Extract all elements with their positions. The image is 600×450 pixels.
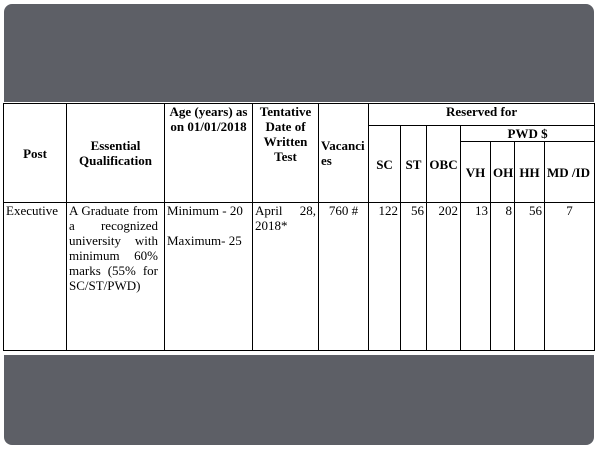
cell-age bbox=[165, 203, 253, 351]
cell-oh: 8 bbox=[491, 203, 515, 351]
header-st: ST bbox=[401, 126, 427, 203]
header-md-id: MD /ID bbox=[545, 142, 595, 203]
header-age: Age (years) as on 01/01/2018 bbox=[165, 104, 253, 203]
header-reserved-for: Reserved for bbox=[369, 104, 595, 126]
header-vh: VH bbox=[461, 142, 491, 203]
cell-vh: 13 bbox=[461, 203, 491, 351]
header-post: Post bbox=[4, 104, 67, 203]
bottom-banner bbox=[4, 355, 594, 445]
header-oh: OH bbox=[491, 142, 515, 203]
top-banner bbox=[4, 4, 594, 102]
cell-st: 56 bbox=[401, 203, 427, 351]
cell-qualification: A Graduate from a recognized university with minimum 60% marks (55% for SC/ST/PWD) bbox=[67, 203, 165, 351]
cell-sc: 122 bbox=[369, 203, 401, 351]
header-obc: OBC bbox=[427, 126, 461, 203]
cell-vacancies: 760 # bbox=[319, 203, 369, 351]
cell-obc: 202 bbox=[427, 203, 461, 351]
header-sc: SC bbox=[369, 126, 401, 203]
cell-age-min: Minimum - 20 bbox=[167, 203, 243, 218]
cell-md-id: 7 bbox=[545, 203, 595, 351]
cell-hh: 56 bbox=[515, 203, 545, 351]
header-qualification: Essential Qualification bbox=[67, 104, 165, 203]
cell-post: Executive bbox=[4, 203, 67, 351]
recruitment-table bbox=[3, 103, 595, 351]
cell-age-max: Maximum- 25 bbox=[167, 233, 242, 248]
header-pwd: PWD $ bbox=[461, 126, 595, 142]
header-hh: HH bbox=[515, 142, 545, 203]
cell-test-date: April 28, 2018* bbox=[253, 203, 319, 351]
header-vacancies: Vacanci es bbox=[319, 104, 369, 203]
header-test-date: Tentative Date of Written Test bbox=[253, 104, 319, 203]
